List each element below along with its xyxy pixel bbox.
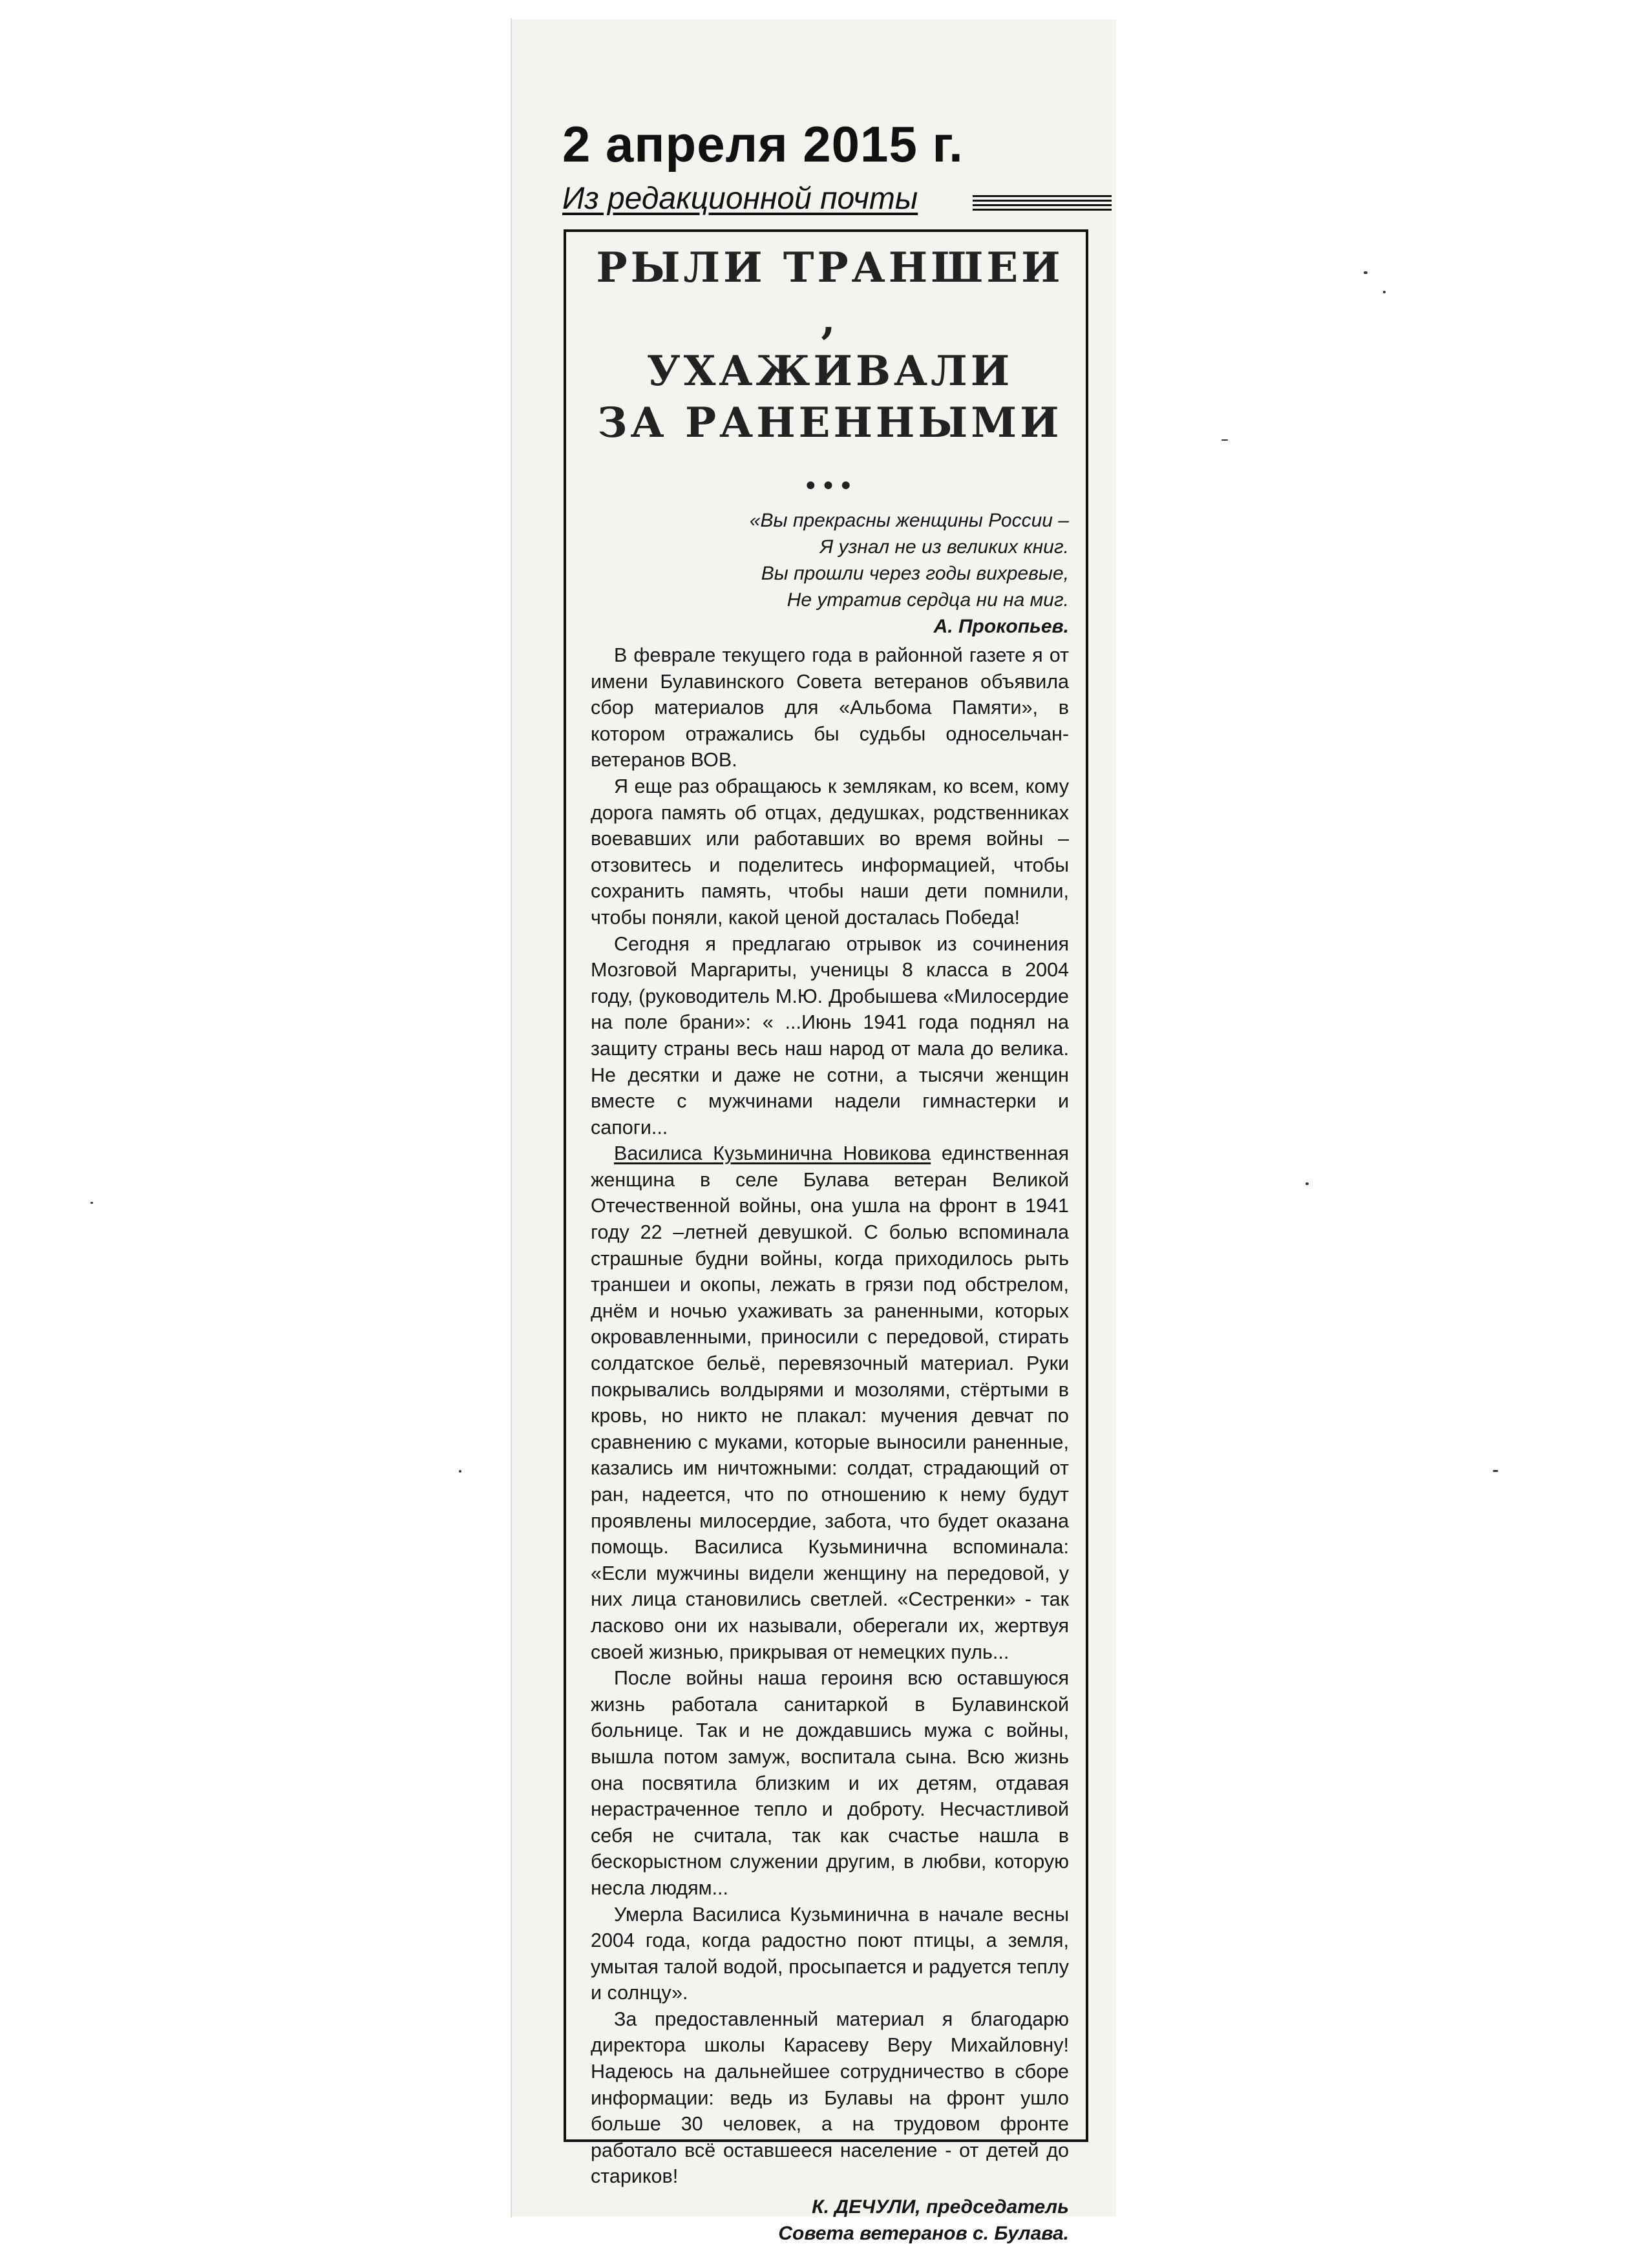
paragraph: За предоставленный материал я благодарю директора школы Карасеву Веру Михайловну! Надеюсь на дальнейшее сотрудничество в сборе информации: ведь из Булавы на фронт ушло больше 30 человек, а на трудовом фронте работало всё оставшееся население - от детей до стариков! bbox=[591, 2008, 1069, 2188]
scan-speck bbox=[1383, 291, 1386, 293]
signature-line: Совета ветеранов с. Булава. bbox=[778, 2223, 1069, 2245]
paragraph: Умерла Василиса Кузьминична в начале весны 2004 года, когда радостно поют птицы, а земля, умытая талой водой, просыпается и радуется теплу и солнцу». bbox=[591, 1903, 1069, 2004]
headline-line: ЗА РАНЕННЫМИ ... bbox=[597, 399, 1062, 499]
scan-speck bbox=[1305, 1182, 1309, 1185]
paragraph bbox=[591, 1140, 1069, 1665]
article-body bbox=[591, 642, 1069, 2190]
scan-speck bbox=[90, 1202, 93, 1204]
paragraph: После войны наша героиня всю оставшуюся жизнь работала санитаркой в Булавинской больнице. Так и не дождавшись мужа с войны, вышла потом замуж, воспитала сына. Всю жизнь она посвятила близким и их детям, отдавая нерастраченное тепло и доброту. Несчастливой себя не считала, так как счастье нашла в бескорыстном служении другим, в любви, которую несла людям... bbox=[591, 1667, 1069, 1899]
section-rubric: Из редакционной почты bbox=[562, 182, 918, 216]
epigraph-line: Я узнал не из великих книг. bbox=[819, 536, 1069, 558]
headline-line: РЫЛИ ТРАНШЕИ , bbox=[596, 244, 1064, 344]
author-signature bbox=[591, 2194, 1069, 2247]
paragraph: Сегодня я предлагаю отрывок из сочинения Мозговой Маргариты, ученицы 8 класса в 2004 году, (руководитель М.Ю. Дробышева «Милосердие на поле брани»: « ...Июнь 1941 года поднял на защиту страны весь наш народ от мала до велика. Не десятки и даже не сотни, а тысячи женщин вместе с мужчинами надели гимнастерки и сапоги... bbox=[591, 932, 1069, 1139]
paragraph-text: единственная женщина в селе Булава ветеран Великой Отечественной войны, она ушла на фронт в 1941 году 22 –летней девушкой. С болью вспоминала страшные будни войны, когда приходилось рыть траншеи и окопы, лежать в грязи под обстрелом, днём и ночью ухаживать за раненными, которых окровавленными, приносили с передовой, стирать солдатское бельё, перевязочный материал. Руки покрывались волдырями и мозолями, стёртыми в кровь, но никто не плакал: мучения девчат по сравнению с муками, которые выносили раненные, казались им ничтожными: солдат, страдающий от ран, надеется, что по отношению к нему будут проявлены милосердие, забота, что будет оказана помощь. Василиса Кузьминична вспоминала: «Если мужчины видели женщину на передовой, у них лица становились светлей. «Сестренки» - так ласково они их называли, оберегали их, жертвуя своей жизнью, прикрывая от немецких пуль... bbox=[591, 1142, 1070, 1663]
article-headline bbox=[591, 242, 1069, 501]
epigraph-author: А. Прокопьев. bbox=[933, 616, 1069, 637]
epigraph bbox=[591, 507, 1069, 613]
rubric-rule-lines bbox=[973, 195, 1112, 212]
scan-speck bbox=[1364, 271, 1368, 274]
heroine-name: Василиса Кузьминична Новикова bbox=[614, 1142, 931, 1165]
issue-date: 2 апреля 2015 г. bbox=[562, 116, 964, 173]
scan-speck bbox=[1493, 1470, 1498, 1472]
scan-speck bbox=[1221, 439, 1228, 441]
epigraph-line: Не утратив сердца ни на миг. bbox=[787, 589, 1069, 611]
paragraph: Я еще раз обращаюсь к землякам, ко всем, кому дорога память об отцах, дедушках, родственниках воевавших или работавших во время войны – отзовитесь и поделитесь информацией, чтобы сохранить память, чтобы наши дети помнили, чтобы поняли, какой ценой досталась Победа! bbox=[591, 775, 1069, 929]
signature-line: К. ДЕЧУЛИ, председатель bbox=[812, 2196, 1069, 2218]
paragraph: В феврале текущего года в районной газете я от имени Булавинского Совета ветеранов объявила сбор материалов для «Альбома Памяти», в котором отражались бы судьбы односельчан-ветеранов ВОВ. bbox=[591, 644, 1069, 772]
epigraph-line: «Вы прекрасны женщины России – bbox=[749, 510, 1069, 531]
epigraph-line: Вы прошли через годы вихревые, bbox=[761, 563, 1069, 584]
scan-speck bbox=[459, 1470, 461, 1473]
headline-line: УХАЖИВАЛИ bbox=[646, 347, 1013, 395]
article-box bbox=[564, 229, 1088, 2245]
